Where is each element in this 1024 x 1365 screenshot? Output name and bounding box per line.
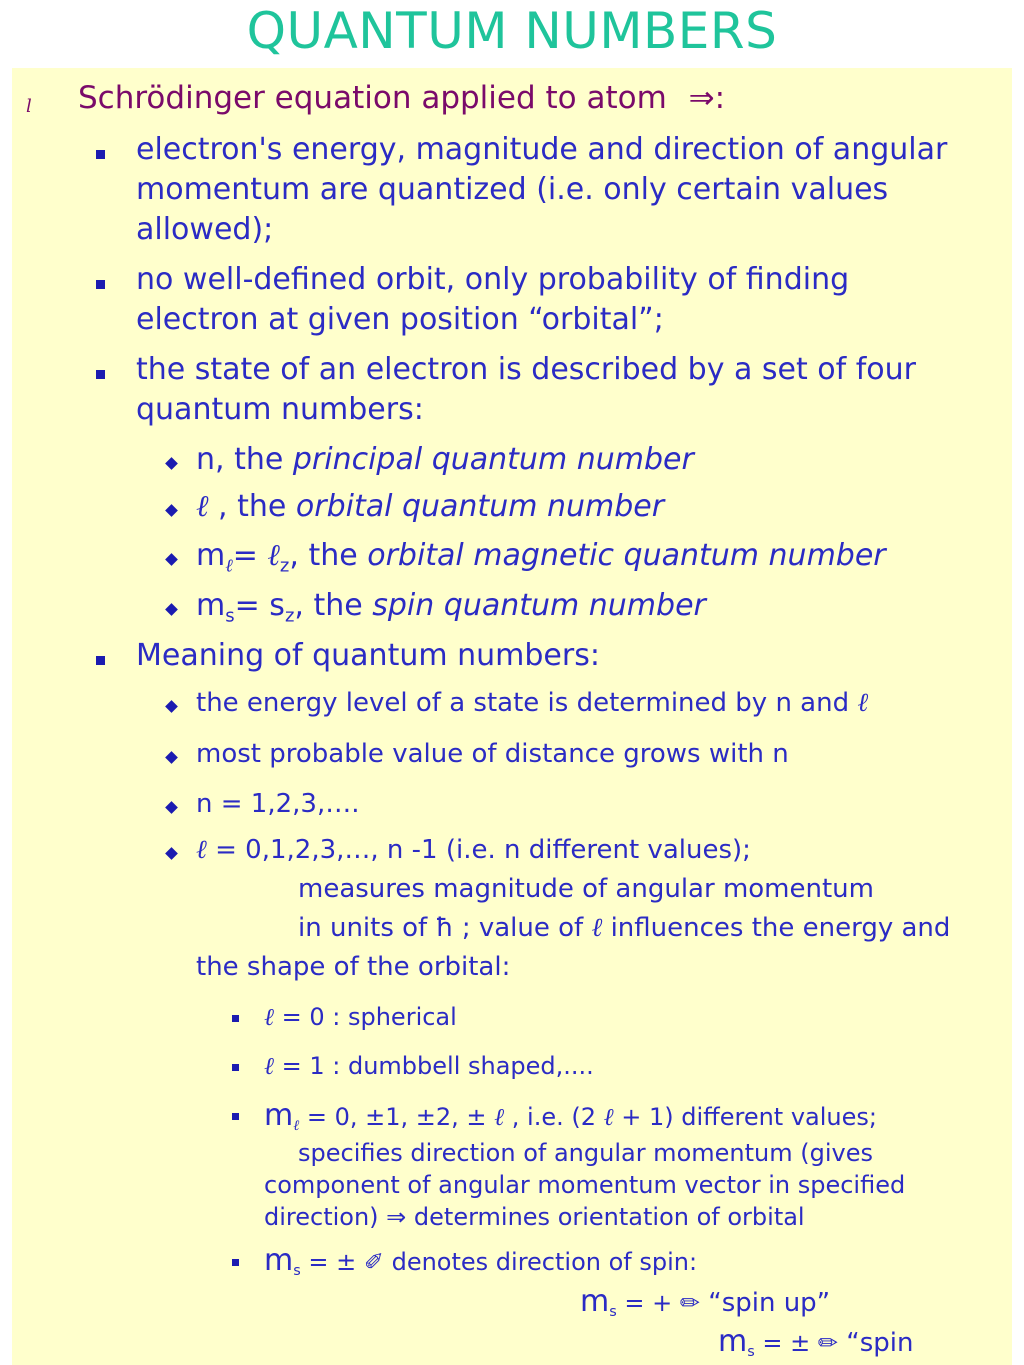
l-bullet-icon: l <box>26 96 32 117</box>
small-square-bullet-icon <box>232 1015 239 1022</box>
meaning-n-values: n = 1,2,3,…. <box>196 789 360 819</box>
slide-title: QUANTUM NUMBERS <box>246 2 778 60</box>
qn-orbital: ℓ , the orbital quantum number <box>196 489 665 524</box>
diamond-bullet-icon <box>165 700 178 713</box>
hbar-symbol: ħ <box>435 913 454 943</box>
meaning-distance: most probable value of distance grows with n <box>196 739 789 769</box>
diamond-bullet-icon <box>165 801 178 814</box>
pencil-icon: ✏ <box>817 1329 838 1357</box>
diamond-bullet-icon <box>165 751 178 764</box>
bullet-orbit-2: electron at given position “orbital”; <box>136 302 664 337</box>
ml-direction-3: direction) ⇒ determines orientation of orbital <box>264 1203 805 1231</box>
shape-spherical: ℓ = 0 : spherical <box>264 1003 457 1031</box>
qn-magnetic: $m_\ell=$ ℓ$_z$, the orbital magnetic quantum number <box>196 538 886 577</box>
pencil-icon: ✐ <box>363 1248 384 1276</box>
ml-values: $m_\ell = 0$, ±1, ±2, ± ℓ , i.e. (2 ℓ + 1) different values; <box>264 1098 877 1135</box>
square-bullet-icon <box>96 656 105 665</box>
qn-spin: $m_s= s_z$, the spin quantum number <box>196 588 706 627</box>
spin-up: $m_s$ = + ✏ “spin up” <box>580 1284 831 1321</box>
ell-symbol: ℓ <box>196 489 209 524</box>
ml-direction-1: specifies direction of angular momentum (gives <box>298 1139 873 1167</box>
diamond-bullet-icon <box>165 553 178 566</box>
meaning-ell-units: in units of ħ ; value of ℓ influences the energy and <box>298 913 951 943</box>
bullet-state-1: the state of an electron is described by a set of four <box>136 352 916 387</box>
ml-direction-2: component of angular momentum vector in specified <box>264 1171 906 1199</box>
implies-icon: ⇒ <box>386 1203 407 1231</box>
bullet-quantized-2: momentum are quantized (i.e. only certain values <box>136 172 889 207</box>
meaning-ell-magnitude: measures magnitude of angular momentum <box>298 874 874 904</box>
bullet-quantized-1: electron's energy, magnitude and direction of angular <box>136 132 948 167</box>
diamond-bullet-icon <box>165 457 178 470</box>
bullet-orbit-1: no well-defined orbit, only probability of finding <box>136 262 850 297</box>
square-bullet-icon <box>96 150 105 159</box>
bullet-meaning: Meaning of quantum numbers: <box>136 638 600 673</box>
spin-down: $m_s$ = ± ✏ “spin <box>718 1324 914 1361</box>
heading-schrodinger: Schrödinger equation applied to atom ⇒: <box>78 80 726 116</box>
implies-icon: ⇒ <box>688 80 715 116</box>
meaning-energy: the energy level of a state is determined by n and ℓ <box>196 688 869 718</box>
square-bullet-icon <box>96 280 105 289</box>
diamond-bullet-icon <box>165 504 178 517</box>
diamond-bullet-icon <box>165 847 178 860</box>
small-square-bullet-icon <box>232 1259 239 1266</box>
shape-dumbbell: ℓ = 1 : dumbbell shaped,.... <box>264 1052 594 1080</box>
small-square-bullet-icon <box>232 1064 239 1071</box>
diamond-bullet-icon <box>165 603 178 616</box>
bullet-state-2: quantum numbers: <box>136 392 424 427</box>
content-panel <box>12 68 1012 1365</box>
meaning-ell-values: ℓ = 0,1,2,3,…, n -1 (i.e. n different values); <box>196 835 751 865</box>
bullet-quantized-3: allowed); <box>136 212 274 247</box>
meaning-ell-shape: the shape of the orbital: <box>196 952 511 982</box>
small-square-bullet-icon <box>232 1113 239 1120</box>
ms-values: $m_s$ = ± ✐ denotes direction of spin: <box>264 1243 698 1280</box>
square-bullet-icon <box>96 370 105 379</box>
qn-principal: n, the principal quantum number <box>196 442 694 477</box>
pencil-icon: ✏ <box>679 1289 700 1317</box>
